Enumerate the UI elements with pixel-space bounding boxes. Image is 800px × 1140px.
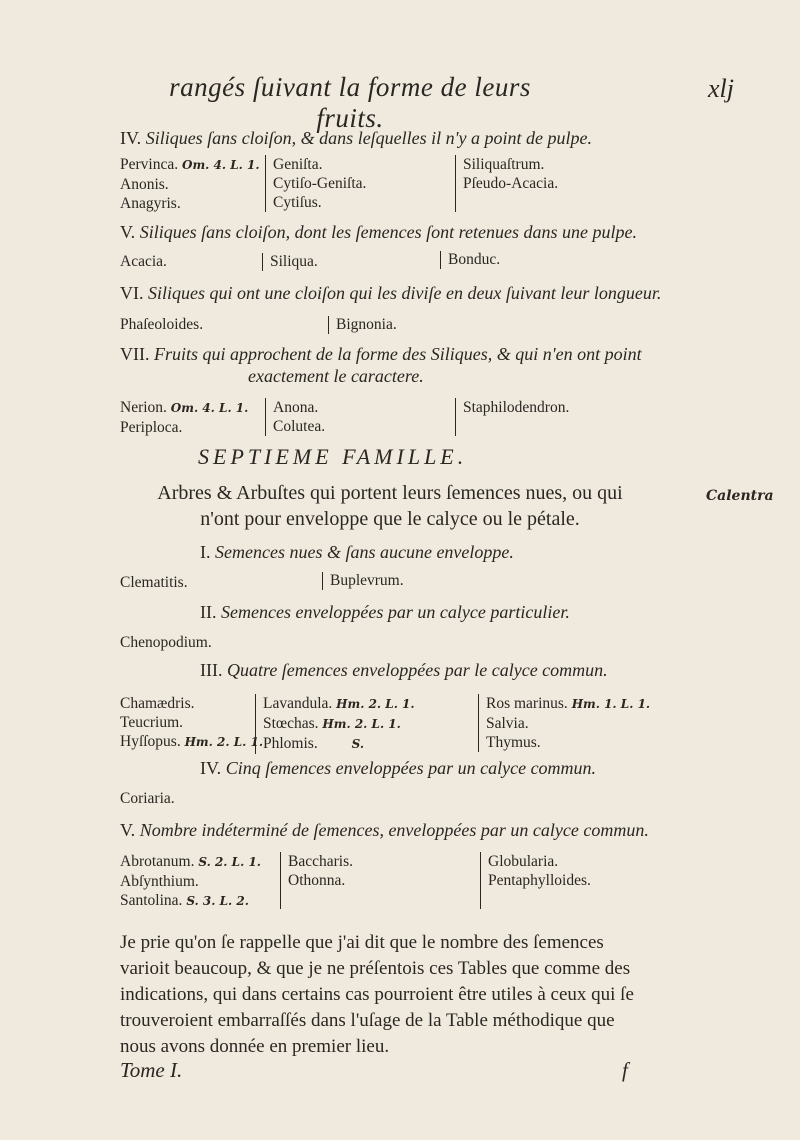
list-item: Siliquaſtrum. xyxy=(463,156,545,173)
list-item: Bonduc. xyxy=(440,251,500,269)
list-item: Staphilodendron. xyxy=(463,399,570,416)
list-item: Chamædris. xyxy=(120,695,195,712)
section-heading-iv xyxy=(120,128,592,149)
list-column-1 xyxy=(120,155,260,213)
list-item: Teucrium. xyxy=(120,714,184,731)
list-item: Lavandula. Hm. 2. L. 1. xyxy=(263,695,415,712)
handwritten-note: Om. 4. L. 1. xyxy=(181,158,260,172)
list-column-3 xyxy=(478,694,650,752)
handwritten-note: S. 3. L. 2. xyxy=(186,894,249,908)
margin-annotation: Calentra xyxy=(706,488,774,504)
list-item: Buplevrum. xyxy=(322,572,404,590)
list-column-2 xyxy=(280,852,353,909)
list-item: Acacia. xyxy=(120,253,167,270)
list-column-1 xyxy=(120,398,248,437)
handwritten-note: S. xyxy=(351,737,364,751)
list-item: Abſynthium. xyxy=(120,873,199,890)
list-column-2 xyxy=(265,398,325,436)
volume-signature: Tome I. xyxy=(120,1058,183,1082)
list-item: Pentaphylloides. xyxy=(488,872,591,889)
running-title: rangés ſuivant la forme de leurs fruits. xyxy=(169,72,531,133)
list-item: Siliqua. xyxy=(262,253,318,271)
list-item: Globularia. xyxy=(488,853,559,870)
list-item: Phlomis. S. xyxy=(263,735,364,752)
list-column-1 xyxy=(120,694,263,752)
heading-text: Siliques ſans cloiſon, & dans leſquelles il n'y a point de pulpe. xyxy=(145,128,592,148)
list-item: Santolina. S. 3. L. 2. xyxy=(120,892,249,909)
subsection-heading-iii: III. Quatre ſemences enveloppées par le calyce commun. xyxy=(200,660,608,680)
list-item: Anagyris. xyxy=(120,195,181,212)
list-column-2 xyxy=(255,694,415,754)
class-title: SEPTIEME FAMILLE. xyxy=(198,444,468,469)
list-item: Baccharis. xyxy=(288,853,353,870)
list-item: Abrotanum. S. 2. L. 1. xyxy=(120,853,261,870)
list-column-1 xyxy=(120,852,261,911)
list-column-3 xyxy=(455,398,569,436)
text-line: Je prie qu'on ſe rappelle que j'ai dit que le nombre des ſemences xyxy=(120,932,604,953)
subsection-heading-iv: IV. Cinq ſemences enveloppées par un calyce commun. xyxy=(200,758,597,778)
list-item: Salvia. xyxy=(486,715,529,732)
handwritten-note: Hm. 2. L. 1. xyxy=(336,697,415,711)
list-item: Nerion. Om. 4. L. 1. xyxy=(120,399,249,416)
subsection-heading-v: V. Nombre indéterminé de ſemences, enveloppées par un calyce commun. xyxy=(120,820,649,840)
text-line: trouveroient embarraſſés dans l'uſage de la Table méthodique que xyxy=(120,1010,615,1031)
handwritten-note: Om. 4. L. 1. xyxy=(170,401,249,415)
subsection-heading-ii: II. Semences enveloppées par un calyce particulier. xyxy=(200,602,570,622)
class-description: Arbres & Arbuſtes qui portent leurs ſemences nues, ou qui n'ont pour enveloppe que le calyce ou le pétale. xyxy=(157,482,623,530)
list-item: Ros marinus. Hm. 1. L. 1. xyxy=(486,695,651,712)
list-item: Cytiſus. xyxy=(273,194,322,211)
section-heading-vi: VI. Siliques qui ont une cloiſon qui les diviſe en deux ſuivant leur longueur. xyxy=(120,283,662,303)
list-item: Anona. xyxy=(273,399,319,416)
text-line: indications, qui dans certains cas pourroient être utiles à ceux qui ſe xyxy=(120,984,634,1005)
page-number: xlj xyxy=(708,74,734,103)
text-line: varioit beaucoup, & que je ne préſentois ces Tables que comme des xyxy=(120,958,631,979)
heading-number: IV. xyxy=(120,128,142,148)
list-item: Hyſſopus. Hm. 2. L. 1. xyxy=(120,733,264,750)
list-column-2 xyxy=(265,155,366,212)
handwritten-note: Hm. 1. L. 1. xyxy=(571,697,651,711)
list-item: Periploca. xyxy=(120,419,183,436)
body-paragraph xyxy=(120,930,692,1060)
subsection-heading-i: I. Semences nues & ſans aucune enveloppe. xyxy=(200,542,514,562)
section-heading-vii-cont: exactement le caractere. xyxy=(248,366,424,386)
list-item: Clematitis. xyxy=(120,574,188,591)
section-heading-v: V. Siliques ſans cloiſon, dont les ſemences ſont retenues dans une pulpe. xyxy=(120,222,637,242)
list-item: Stœchas. Hm. 2. L. 1. xyxy=(263,715,401,732)
list-item: Othonna. xyxy=(288,872,346,889)
list-item: Coriaria. xyxy=(120,790,175,807)
list-item: Cytiſo-Geniſta. xyxy=(273,175,367,192)
list-item: Colutea. xyxy=(273,418,326,435)
list-item: Phaſeoloides. xyxy=(120,316,204,333)
handwritten-note: Hm. 2. L. 1. xyxy=(184,735,264,749)
running-header xyxy=(0,72,800,133)
handwritten-note: Hm. 2. L. 1. xyxy=(322,717,401,731)
list-item: Thymus. xyxy=(486,734,541,751)
list-item: Bignonia. xyxy=(328,316,397,334)
text-line: nous avons donnée en premier lieu. xyxy=(120,1036,390,1057)
list-column-3 xyxy=(480,852,591,909)
list-column-3 xyxy=(455,155,558,212)
list-item: Pervinca. Om. 4. L. 1. xyxy=(120,156,260,173)
handwritten-note: S. 2. L. 1. xyxy=(198,855,261,869)
list-item: Geniſta. xyxy=(273,156,323,173)
gathering-signature: f xyxy=(622,1058,628,1082)
list-item: Anonis. xyxy=(120,176,169,193)
list-item: Pſeudo-Acacia. xyxy=(463,175,559,192)
list-item: Chenopodium. xyxy=(120,634,212,651)
section-heading-vii: VII. Fruits qui approchent de la forme des Siliques, & qui n'en ont point xyxy=(120,344,642,364)
